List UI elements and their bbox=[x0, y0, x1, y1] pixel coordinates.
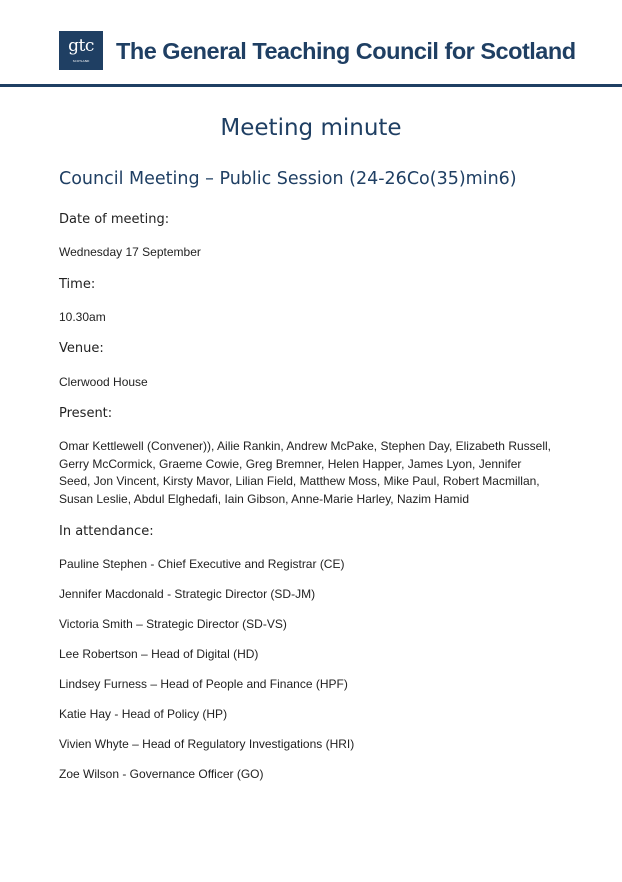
document-title: Meeting minute bbox=[220, 115, 402, 141]
attendee-item: Victoria Smith – Strategic Director (SD-VS) bbox=[59, 617, 287, 631]
present-line: Omar Kettlewell (Convener)), Ailie Rankin, Andrew McPake, Stephen Day, Elizabeth Russell, bbox=[59, 439, 551, 453]
attendee-item: Vivien Whyte – Head of Regulatory Investigations (HRI) bbox=[59, 737, 355, 751]
gtc-logo bbox=[59, 31, 103, 70]
attendance-label: In attendance: bbox=[59, 524, 154, 539]
date-value: Wednesday 17 September bbox=[59, 245, 201, 259]
attendee-item: Pauline Stephen - Chief Executive and Registrar (CE) bbox=[59, 557, 345, 571]
logo-sub-text: SCOTLAND bbox=[72, 59, 90, 63]
attendee-item: Zoe Wilson - Governance Officer (GO) bbox=[59, 767, 264, 781]
venue-value: Clerwood House bbox=[59, 375, 148, 389]
attendee-item: Katie Hay - Head of Policy (HP) bbox=[59, 707, 228, 721]
header-divider bbox=[0, 84, 622, 87]
time-label: Time: bbox=[59, 277, 96, 292]
present-line: Seed, Jon Vincent, Kirsty Mavor, Lilian Field, Matthew Moss, Mike Paul, Robert Macmillan, bbox=[59, 474, 540, 488]
attendee-item: Jennifer Macdonald - Strategic Director (SD-JM) bbox=[59, 587, 316, 601]
logo-main-text: gtc bbox=[68, 36, 94, 56]
present-label: Present: bbox=[59, 406, 113, 421]
venue-label: Venue: bbox=[59, 341, 104, 356]
present-members bbox=[59, 438, 569, 508]
date-label: Date of meeting: bbox=[59, 212, 170, 227]
page-header bbox=[0, 0, 622, 86]
attendee-item: Lindsey Furness – Head of People and Finance (HPF) bbox=[59, 677, 348, 691]
present-line: Susan Leslie, Abdul Elghedafi, Iain Gibson, Anne-Marie Harley, Nazim Hamid bbox=[59, 491, 469, 506]
attendance-list bbox=[59, 556, 354, 796]
document-subtitle: Council Meeting – Public Session (24-26Co(35)min6) bbox=[59, 169, 517, 189]
attendee-item: Lee Robertson – Head of Digital (HD) bbox=[59, 647, 259, 661]
present-line: Gerry McCormick, Graeme Cowie, Greg Bremner, Helen Happer, James Lyon, Jennifer bbox=[59, 456, 522, 471]
organisation-name: The General Teaching Council for Scotland bbox=[116, 38, 576, 64]
time-value: 10.30am bbox=[59, 310, 106, 324]
